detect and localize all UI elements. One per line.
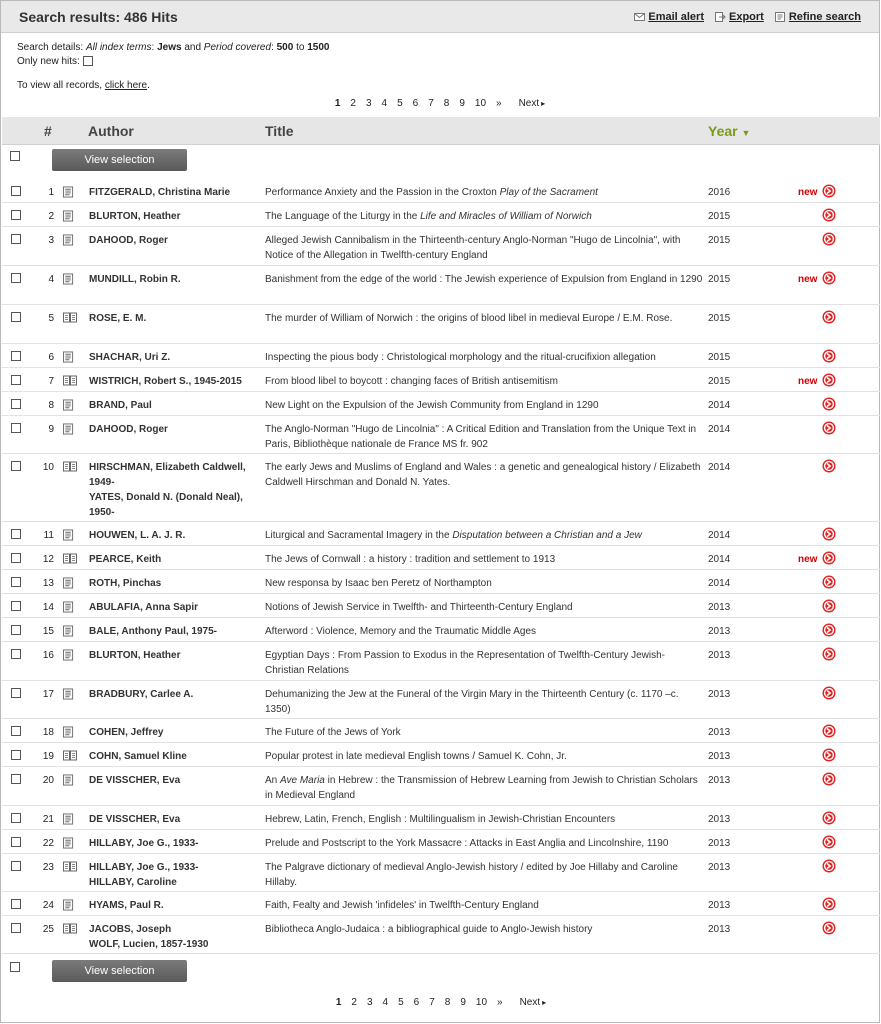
document-icon — [63, 529, 74, 541]
page-link[interactable]: 5 — [397, 97, 403, 109]
go-to-record-icon[interactable] — [822, 647, 836, 661]
row-year: 2013 — [708, 814, 731, 825]
new-badge: new — [798, 554, 818, 565]
row-title[interactable]: The early Jews and Muslims of England and Wales : a genetic and genealogical history / Elizabeth Caldwell Hirschman and Donald N. Yates. — [265, 462, 701, 488]
page-link[interactable]: 10 — [475, 996, 488, 1008]
row-year: 2013 — [708, 626, 731, 637]
page-link[interactable]: 1 — [334, 97, 341, 109]
row-year: 2014 — [708, 554, 731, 565]
row-year: 2013 — [708, 689, 731, 700]
refine-search-label: Refine search — [788, 10, 861, 23]
table-row — [2, 681, 880, 719]
author-name[interactable]: COHN, Samuel Kline — [89, 751, 187, 762]
period-label: Period covered — [203, 42, 272, 53]
go-to-record-icon[interactable] — [822, 527, 836, 541]
row-checkbox[interactable] — [11, 399, 21, 409]
row-checkbox[interactable] — [11, 774, 21, 784]
header-actions — [634, 11, 861, 23]
table-row — [2, 203, 880, 227]
go-to-record-icon[interactable] — [822, 599, 836, 613]
row-checkbox[interactable] — [11, 625, 21, 635]
row-number: 11 — [43, 530, 54, 541]
column-author[interactable]: Author — [88, 123, 134, 139]
row-year: 2014 — [708, 400, 731, 411]
table-row — [2, 830, 880, 854]
row-number: 4 — [48, 274, 54, 285]
row-title[interactable]: The Language of the Liturgy in the Life and Miracles of William of Norwich — [265, 211, 592, 222]
column-num: # — [44, 123, 52, 139]
row-title[interactable]: From blood libel to boycott : changing faces of British antisemitism — [265, 376, 558, 387]
row-authors — [89, 648, 261, 663]
row-number: 24 — [42, 900, 54, 911]
refine-icon — [775, 12, 786, 22]
row-year: 2013 — [708, 838, 731, 849]
author-name[interactable]: ROTH, Pinchas — [89, 578, 162, 589]
table-row — [2, 266, 880, 305]
row-authors — [89, 687, 261, 702]
page-link[interactable]: 8 — [444, 996, 451, 1008]
document-icon — [63, 688, 74, 700]
row-number: 1 — [48, 187, 54, 198]
row-title[interactable]: Liturgical and Sacramental Imagery in the Disputation between a Christian and a Jew — [265, 530, 642, 541]
row-authors — [89, 600, 261, 615]
select-all-checkbox-bottom[interactable] — [10, 962, 20, 972]
row-authors — [89, 460, 261, 520]
row-checkbox[interactable] — [11, 577, 21, 587]
row-title[interactable]: The Jews of Cornwall : a history : tradition and settlement to 1913 — [265, 554, 556, 565]
row-title[interactable]: Popular protest in late medieval English towns / Samuel K. Cohn, Jr. — [265, 751, 567, 762]
author-name[interactable]: BRAND, Paul — [89, 400, 152, 411]
row-title[interactable]: Performance Anxiety and the Passion in the Croxton Play of the Sacrament — [265, 187, 598, 198]
next-arrow-icon: ▸ — [541, 98, 546, 108]
row-authors — [89, 311, 261, 326]
author-name[interactable]: WOLF, Lucien, 1857-1930 — [89, 939, 209, 950]
author-name[interactable]: HILLABY, Joe G., 1933- — [89, 862, 199, 873]
page-link[interactable]: 3 — [366, 996, 373, 1008]
author-name[interactable]: HILLABY, Joe G., 1933- — [89, 838, 199, 849]
row-authors — [89, 233, 261, 248]
row-checkbox[interactable] — [11, 688, 21, 698]
table-row — [2, 892, 880, 916]
row-checkbox[interactable] — [11, 553, 21, 563]
document-icon — [63, 234, 74, 246]
results-header — [1, 1, 879, 33]
new-badge: new — [798, 187, 818, 198]
row-title[interactable]: The Future of the Jews of York — [265, 727, 401, 738]
more-pages-link[interactable]: » — [496, 97, 502, 109]
go-to-record-icon[interactable] — [822, 421, 836, 435]
table-row — [2, 179, 880, 203]
row-authors — [89, 374, 261, 389]
row-number: 15 — [42, 626, 54, 637]
row-number: 2 — [48, 211, 54, 222]
table-row — [2, 368, 880, 392]
row-checkbox[interactable] — [11, 813, 21, 823]
index-terms-label: All index terms — [85, 42, 152, 53]
row-authors — [89, 749, 261, 764]
period-end: 1500 — [307, 42, 330, 53]
row-authors — [89, 812, 261, 827]
row-checkbox[interactable] — [11, 423, 21, 433]
row-checkbox[interactable] — [11, 210, 21, 220]
document-icon — [63, 813, 74, 825]
next-arrow-icon: ▸ — [542, 997, 547, 1007]
row-year: 2015 — [708, 352, 731, 363]
author-name[interactable]: BLURTON, Heather — [89, 211, 181, 222]
author-name[interactable]: HIRSCHMAN, Elizabeth Caldwell, 1949- — [89, 462, 246, 488]
go-to-record-icon[interactable] — [822, 772, 836, 786]
go-to-record-icon[interactable] — [822, 575, 836, 589]
row-checkbox[interactable] — [11, 234, 21, 244]
go-to-record-icon[interactable] — [822, 859, 836, 873]
table-header — [2, 117, 880, 145]
table-row — [2, 719, 880, 743]
document-icon — [63, 351, 74, 363]
export-label: Export — [729, 10, 764, 23]
author-name[interactable]: JACOBS, Joseph — [89, 924, 172, 935]
only-new-hits-label: Only new hits: — [17, 56, 80, 67]
go-to-record-icon[interactable] — [822, 232, 836, 246]
row-number: 22 — [42, 838, 54, 849]
row-number: 18 — [42, 727, 54, 738]
row-number: 12 — [42, 554, 54, 565]
row-authors — [89, 185, 261, 200]
row-number: 20 — [42, 775, 54, 786]
row-authors — [89, 860, 261, 890]
book-icon — [63, 461, 77, 472]
page-link[interactable]: 4 — [382, 996, 389, 1008]
go-to-record-icon[interactable] — [822, 921, 836, 935]
row-title[interactable]: New Light on the Expulsion of the Jewish Community from England in 1290 — [265, 400, 599, 411]
table-row — [2, 392, 880, 416]
book-icon — [63, 750, 77, 761]
table-row — [2, 767, 880, 806]
row-number: 7 — [48, 376, 54, 387]
row-checkbox[interactable] — [11, 899, 21, 909]
page-link[interactable]: 5 — [398, 996, 404, 1008]
row-checkbox[interactable] — [11, 461, 21, 471]
author-name[interactable]: PEARCE, Keith — [89, 554, 162, 565]
row-year: 2016 — [708, 187, 731, 198]
go-to-record-icon[interactable] — [822, 724, 836, 738]
row-number: 23 — [42, 862, 54, 873]
row-year: 2015 — [708, 313, 731, 324]
row-number: 6 — [48, 352, 54, 363]
document-icon — [63, 210, 74, 222]
table-row — [2, 854, 880, 892]
row-year: 2013 — [708, 602, 731, 613]
row-title[interactable]: The Anglo-Norman "Hugo de Lincolnia" : A Critical Edition and Translation from the Unique Text in Paris, Bibliothèque nationale de France MS fr. 902 — [265, 424, 697, 450]
book-icon — [63, 861, 77, 872]
author-name[interactable]: HYAMS, Paul R. — [89, 900, 164, 911]
row-number: 14 — [42, 602, 54, 613]
row-number: 13 — [42, 578, 54, 589]
author-name[interactable]: ABULAFIA, Anna Sapir — [89, 602, 199, 613]
page-link[interactable]: 7 — [428, 97, 434, 109]
document-icon — [63, 625, 74, 637]
go-to-record-icon[interactable] — [822, 349, 836, 363]
table-row — [2, 305, 880, 344]
export-icon — [715, 12, 726, 22]
author-name[interactable]: SHACHAR, Uri Z. — [89, 352, 171, 363]
row-checkbox[interactable] — [11, 750, 21, 760]
author-name[interactable]: MUNDILL, Robin R. — [89, 274, 181, 285]
view-selection-button-top[interactable]: View selection — [52, 149, 187, 171]
author-name[interactable]: DAHOOD, Roger — [89, 424, 168, 435]
document-icon — [63, 837, 74, 849]
email-alert-label: Email alert — [648, 10, 704, 23]
document-icon — [63, 649, 74, 661]
row-title[interactable]: Faith, Fealty and Jewish 'infideles' in Twelfth-Century England — [265, 900, 539, 911]
go-to-record-icon[interactable] — [822, 748, 836, 762]
table-row — [2, 806, 880, 830]
row-year: 2014 — [708, 462, 731, 473]
author-name[interactable]: DE VISSCHER, Eva — [89, 814, 181, 825]
more-pages-link[interactable]: » — [497, 996, 503, 1008]
author-name[interactable]: FITZGERALD, Christina Marie — [89, 187, 231, 198]
row-number: 17 — [42, 689, 54, 700]
email-alert-link[interactable] — [634, 11, 704, 23]
row-authors — [89, 272, 261, 287]
row-authors — [89, 922, 261, 952]
row-number: 25 — [42, 924, 54, 935]
document-icon — [63, 423, 74, 435]
go-to-record-icon[interactable] — [822, 686, 836, 700]
go-to-record-icon[interactable] — [822, 271, 836, 285]
row-year: 2014 — [708, 424, 731, 435]
page-link[interactable]: 2 — [350, 97, 356, 109]
page-link[interactable]: 6 — [413, 996, 420, 1008]
table-row — [2, 416, 880, 454]
row-checkbox[interactable] — [11, 837, 21, 847]
row-authors — [89, 209, 261, 224]
row-title[interactable]: Banishment from the edge of the world : The Jewish experience of Expulsion from England in 1290 — [265, 274, 703, 285]
new-badge: new — [798, 376, 818, 387]
row-checkbox[interactable] — [11, 861, 21, 871]
table-row — [2, 227, 880, 266]
row-number: 9 — [48, 424, 54, 435]
row-title[interactable]: Afterword : Violence, Memory and the Traumatic Middle Ages — [265, 626, 537, 637]
document-icon — [63, 774, 74, 786]
table-row — [2, 344, 880, 368]
row-title[interactable]: Notions of Jewish Service in Twelfth- and Thirteenth-Century England — [265, 602, 573, 613]
row-year: 2014 — [708, 530, 731, 541]
row-year: 2013 — [708, 862, 731, 873]
export-link[interactable] — [715, 11, 764, 23]
table-row — [2, 454, 880, 522]
go-to-record-icon[interactable] — [822, 208, 836, 222]
row-checkbox[interactable] — [11, 312, 21, 322]
row-year: 2013 — [708, 775, 731, 786]
go-to-record-icon[interactable] — [822, 459, 836, 473]
go-to-record-icon[interactable] — [822, 373, 836, 387]
row-authors — [89, 398, 261, 413]
row-checkbox[interactable] — [11, 529, 21, 539]
search-details: Search details: All index terms: Jews and Period covered: 500 to 1500 Only new hits: — [17, 42, 330, 67]
row-title[interactable]: Alleged Jewish Cannibalism in the Thirteenth-century Anglo-Norman "Hugo de Lincolnia", with Notice of the Allegation in Twelfth-century England — [265, 235, 681, 261]
index-terms-value: Jews — [157, 42, 182, 53]
select-all-checkbox-top[interactable] — [10, 151, 20, 161]
table-row — [2, 618, 880, 642]
row-checkbox[interactable] — [11, 726, 21, 736]
go-to-record-icon[interactable] — [822, 897, 836, 911]
page-link[interactable]: 3 — [365, 97, 372, 109]
page-link[interactable]: 4 — [381, 97, 388, 109]
book-icon — [63, 923, 77, 934]
row-authors — [89, 350, 261, 365]
row-year: 2013 — [708, 900, 731, 911]
row-checkbox[interactable] — [11, 375, 21, 385]
row-number: 21 — [42, 814, 54, 825]
row-number: 10 — [42, 462, 54, 473]
row-year: 2015 — [708, 235, 731, 246]
go-to-record-icon[interactable] — [822, 310, 836, 324]
author-name[interactable]: DE VISSCHER, Eva — [89, 775, 181, 786]
row-checkbox[interactable] — [11, 649, 21, 659]
table-row — [2, 916, 880, 954]
page-link[interactable]: 6 — [412, 97, 419, 109]
book-icon — [63, 312, 77, 323]
page-link[interactable]: 9 — [459, 97, 465, 109]
only-new-hits-checkbox[interactable] — [83, 56, 93, 66]
row-checkbox[interactable] — [11, 186, 21, 196]
table-row — [2, 522, 880, 546]
row-title[interactable]: The Palgrave dictionary of medieval Anglo-Jewish history / edited by Joe Hillaby and Caroline Hillaby. — [265, 862, 678, 888]
author-name[interactable]: BALE, Anthony Paul, 1975- — [89, 626, 217, 637]
row-year: 2015 — [708, 274, 731, 285]
row-checkbox[interactable] — [11, 601, 21, 611]
column-year[interactable]: Year ▼ — [708, 123, 751, 139]
row-number: 16 — [42, 650, 54, 661]
page-link[interactable]: 2 — [351, 996, 357, 1008]
next-page-link[interactable]: Next ▸ — [519, 996, 547, 1008]
page-title: Search results: 486 Hits — [19, 8, 178, 25]
row-authors — [89, 528, 261, 543]
row-year: 2013 — [708, 751, 731, 762]
row-authors — [89, 836, 261, 851]
column-title[interactable]: Title — [265, 123, 294, 139]
book-icon — [63, 375, 77, 386]
row-year: 2015 — [708, 211, 731, 222]
document-icon — [63, 399, 74, 411]
row-number: 5 — [48, 313, 54, 324]
row-year: 2013 — [708, 727, 731, 738]
row-authors — [89, 898, 261, 913]
author-name[interactable]: ROSE, E. M. — [89, 313, 147, 324]
view-selection-button-bottom[interactable]: View selection — [52, 960, 187, 982]
author-name[interactable]: YATES, Donald N. (Donald Neal), 1950- — [89, 492, 243, 518]
row-authors — [89, 576, 261, 591]
document-icon — [63, 186, 74, 198]
envelope-icon — [634, 12, 645, 22]
view-all-link[interactable]: click here — [104, 80, 148, 91]
table-row — [2, 743, 880, 767]
author-name[interactable]: BRADBURY, Carlee A. — [89, 689, 194, 700]
row-year: 2013 — [708, 924, 731, 935]
row-authors — [89, 725, 261, 740]
author-name[interactable]: WISTRICH, Robert S., 1945-2015 — [89, 376, 242, 387]
row-authors — [89, 773, 261, 788]
sort-down-icon: ▼ — [741, 128, 751, 138]
book-icon — [63, 553, 77, 564]
row-authors — [89, 422, 261, 437]
page-link[interactable]: 8 — [443, 97, 450, 109]
row-title[interactable]: Inspecting the pious body : Christological morphology and the ritual-crucifixion allegation — [265, 352, 656, 363]
author-name[interactable]: COHEN, Jeffrey — [89, 727, 164, 738]
author-name[interactable]: BLURTON, Heather — [89, 650, 181, 661]
row-title[interactable]: New responsa by Isaac ben Peretz of Northampton — [265, 578, 492, 589]
document-icon — [63, 726, 74, 738]
row-title[interactable]: Prelude and Postscript to the York Massacre : Attacks in East Anglia and Lincolnshire, 1190 — [265, 838, 669, 849]
row-number: 8 — [48, 400, 54, 411]
go-to-record-icon[interactable] — [822, 551, 836, 565]
row-year: 2015 — [708, 376, 731, 387]
table-row — [2, 594, 880, 618]
row-year: 2014 — [708, 578, 731, 589]
page-link[interactable]: 1 — [335, 996, 342, 1008]
row-checkbox[interactable] — [11, 923, 21, 933]
row-number: 19 — [42, 751, 54, 762]
search-details-prefix: Search details: — [17, 42, 86, 53]
row-checkbox[interactable] — [11, 273, 21, 283]
author-name[interactable]: HOUWEN, L. A. J. R. — [89, 530, 186, 541]
period-start: 500 — [276, 42, 294, 53]
author-name[interactable]: DAHOOD, Roger — [89, 235, 168, 246]
author-name[interactable]: HILLABY, Caroline — [89, 877, 177, 888]
page-link[interactable]: 7 — [429, 996, 435, 1008]
row-title[interactable]: An Ave Maria in Hebrew : the Transmission of Hebrew Learning from Jewish to Christian Scholars in Medieval England — [265, 775, 698, 801]
table-row — [2, 546, 880, 570]
row-year: 2013 — [708, 650, 731, 661]
new-badge: new — [798, 274, 818, 285]
page-link[interactable]: 10 — [474, 97, 487, 109]
row-title[interactable]: Bibliotheca Anglo-Judaica : a bibliographical guide to Anglo-Jewish history — [265, 924, 593, 935]
go-to-record-icon[interactable] — [822, 184, 836, 198]
row-title[interactable]: Egyptian Days : From Passion to Exodus in the Representation of Twelfth-Century Jewish-Christian Relations — [265, 650, 666, 676]
row-authors — [89, 624, 261, 639]
go-to-record-icon[interactable] — [822, 835, 836, 849]
row-title[interactable]: The murder of William of Norwich : the origins of blood libel in medieval Europe / E.M. Rose. — [265, 313, 673, 324]
view-all-line: To view all records, click here. — [17, 80, 150, 91]
document-icon — [63, 273, 74, 285]
row-authors — [89, 552, 261, 567]
document-icon — [63, 577, 74, 589]
pagination-top — [1, 95, 879, 111]
pagination-bottom — [1, 994, 881, 1010]
row-title[interactable]: Dehumanizing the Jew at the Funeral of the Virgin Mary in the Thirteenth Century (c. 1170 –c. 1350) — [265, 689, 679, 715]
row-checkbox[interactable] — [11, 351, 21, 361]
row-title[interactable]: Hebrew, Latin, French, English : Multilingualism in Jewish-Christian Encounters — [265, 814, 616, 825]
table-row — [2, 642, 880, 681]
table-row — [2, 570, 880, 594]
go-to-record-icon[interactable] — [822, 397, 836, 411]
next-page-link[interactable]: Next ▸ — [518, 97, 546, 109]
page-link[interactable]: 9 — [460, 996, 466, 1008]
go-to-record-icon[interactable] — [822, 623, 836, 637]
refine-search-link[interactable] — [775, 11, 861, 23]
document-icon — [63, 601, 74, 613]
go-to-record-icon[interactable] — [822, 811, 836, 825]
document-icon — [63, 899, 74, 911]
row-number: 3 — [48, 235, 54, 246]
